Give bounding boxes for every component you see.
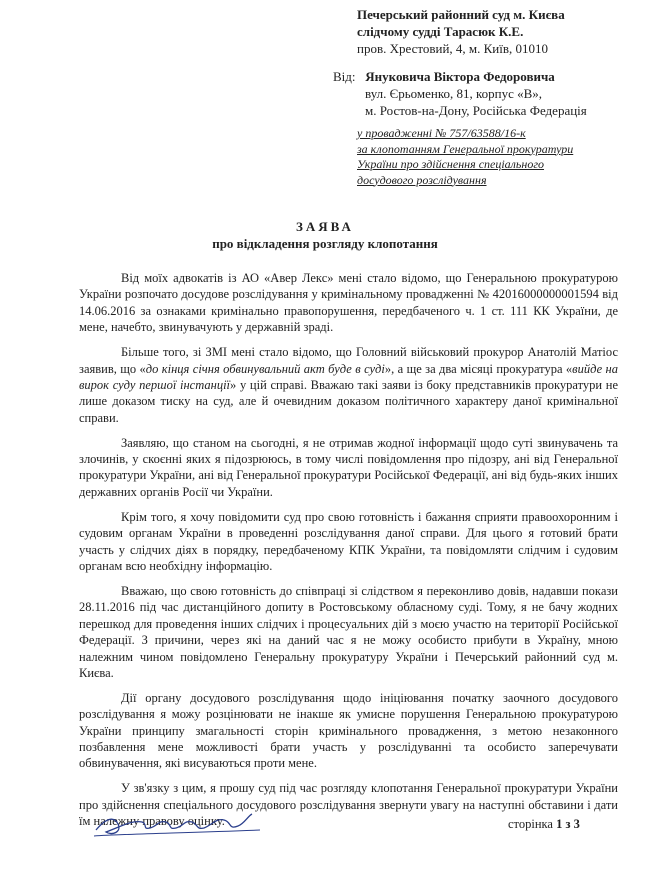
addressee-court: Печерський районний суд м. Києва (357, 7, 565, 22)
title-subtitle: про відкладення розгляду клопотання (212, 236, 438, 251)
paragraph-5: Вважаю, що свою готовність до співпраці зі слідством я переконливо довів, надавши покази 28.11.2016 під час дистанційного допиту в Ростовському обласному суді. Тому, я не бачу жодних перешкод для проведення інших слідчих і процесуальних дій з моєю участю на території Російської Федерації. З причини, через які на даний час я не можу особисто прибути в Україну, мною належним чином повідомлено Генеральну прокуратуру України і Печерський районний суд м. Києва. (79, 583, 618, 680)
proceeding-line-4: досудового розслідування (357, 172, 487, 187)
document-body (79, 270, 618, 838)
proceeding-line-2: за клопотанням Генеральної прокуратури (357, 141, 574, 156)
paragraph-2-part-a: Більше того, зі ЗМІ мені стало відомо, що Головний військовий прокурор Анатолій Матіос заявив, що « (79, 345, 618, 376)
paragraph-2-quote-2: вийде на вирок суду першої інстанції (79, 361, 618, 392)
addressee-address: пров. Хрестовий, 4, м. Київ, 01010 (357, 41, 549, 56)
sender-label: Від: (333, 69, 356, 84)
paragraph-6: Дії органу досудового розслідування щодо ініціювання початку заочного досудового розслідування я можу розцінювати не інакше як умисне порушення Генеральною прокуратурою України принципу змагальності сторін кримінального провадження, з метою незаконного позбавлення мене можливості брати участь у розслідуванні та особисто заперечувати обвинувачення, які висуваються проти мене. (79, 690, 618, 771)
page-current: 1 (556, 817, 563, 831)
page-label: сторінка (508, 817, 553, 831)
sender-address-line1: вул. Єрьоменко, 81, корпус «В», (365, 86, 543, 101)
sender-name: Януковича Віктора Федоровича (365, 69, 555, 84)
paragraph-7: У зв'язку з цим, я прошу суд під час розгляду клопотання Генеральної прокуратури України про здійснення спеціального досудового розслідування звернути увагу на наступні обставини і дати їм належну правову оцінку. (79, 781, 618, 829)
paragraph-3: Заявляю, що станом на сьогодні, я не отримав жодної інформації щодо суті звинувачень та злочинів, у скоєнні яких я підозрююсь, в тому числі повідомлення про підозру, ані від Генеральної прокуратури України, ані від Генеральної прокуратури Російської Федерації, ані від будь-яких інших державних органів Росії чи України. (79, 435, 618, 499)
addressee-judge: слідчому судді Тарасюк К.Е. (357, 24, 524, 39)
page-separator: з (565, 817, 571, 831)
proceeding-reference (357, 126, 573, 188)
sender-address-line2: м. Ростов-на-Дону, Російська Федерація (365, 103, 587, 118)
proceeding-line-1: у провадженні № 757/63588/16-к (357, 126, 526, 140)
paragraph-4: Крім того, я хочу повідомити суд про свою готовність і бажання сприяти правоохоронним і судовим органам України в проведенні розслідування даної справи. Для цього я готовий брати участь у слідчих діях в порядку, передбаченому КПК України, та повідомляти слідчим і судовим органам всю необхідну інформацію. (79, 509, 618, 573)
addressee-block (357, 6, 565, 57)
page-total: 3 (573, 817, 580, 831)
paragraph-2-quote-1: до кінця січня обвинувальний акт буде в суді (145, 361, 385, 376)
proceeding-line-3: України про здійснення спеціального (357, 157, 545, 171)
document-title (0, 218, 650, 252)
page-number (508, 817, 580, 832)
handwritten-signature (92, 808, 262, 842)
paragraph-2-part-e: » у цій справі. Вважаю такі заяви із боку представників прокуратури не лише доказом тиску на суд, але й очевидним доказом політичного характеру даної кримінальної справи. (79, 377, 618, 425)
paragraph-2 (79, 344, 618, 426)
title-main: ЗАЯВА (296, 219, 354, 234)
paragraph-1: Від моїх адвокатів із АО «Авер Лекс» мені стало відомо, що Генеральною прокуратурою України розпочато досудове розслідування у кримінальному провадженні № 42016000000001594 від 14.06.2016 за ознаками кримінально правопорушення, передбаченого ч. 1 ст. 111 КК України, де мене, начебто, звинувачують у державній зраді. (79, 271, 618, 335)
paragraph-2-part-c: », а ще за два місяці прокуратура « (384, 361, 573, 376)
sender-block (333, 68, 587, 119)
